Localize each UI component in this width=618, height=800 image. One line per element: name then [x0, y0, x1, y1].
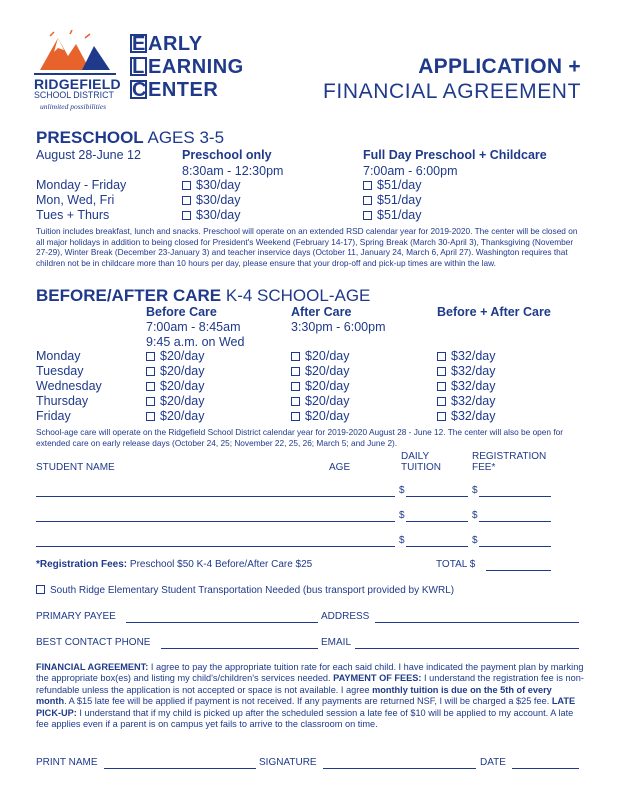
- primary-payee-label: PRIMARY PAYEE: [36, 611, 116, 622]
- registration-fees-info: *Registration Fees: Preschool $50 K-4 Before/After Care $25: [36, 559, 313, 570]
- after-care-header: After Care: [291, 305, 352, 319]
- care-row-label: Friday: [36, 409, 71, 423]
- before-after-care-header: Before + After Care: [437, 305, 551, 319]
- dollar-sign: $: [399, 485, 405, 496]
- checkbox[interactable]: [437, 412, 446, 421]
- dollar-sign: $: [472, 510, 478, 521]
- preschool-option[interactable]: $51/day: [363, 178, 421, 192]
- checkbox[interactable]: [437, 352, 446, 361]
- checkbox[interactable]: [182, 196, 191, 205]
- checkbox[interactable]: [291, 397, 300, 406]
- student-name-header: STUDENT NAME: [36, 462, 115, 473]
- care-option[interactable]: $20/day: [146, 394, 204, 408]
- dollar-sign: $: [399, 510, 405, 521]
- before-after-heading: BEFORE/AFTER CARE K-4 SCHOOL-AGE: [36, 286, 371, 305]
- sunrise-mountain-icon: [30, 30, 120, 75]
- transport-option[interactable]: South Ridge Elementary Student Transportation Needed (bus transport provided by KWRL): [36, 585, 454, 596]
- care-option[interactable]: $20/day: [291, 409, 349, 423]
- signature-field[interactable]: [323, 768, 476, 769]
- age-header: AGE: [329, 462, 351, 473]
- best-phone-field[interactable]: [161, 648, 318, 649]
- preschool-option[interactable]: $30/day: [182, 208, 240, 222]
- student-name-field[interactable]: [36, 521, 395, 522]
- daily-tuition-field[interactable]: [406, 546, 468, 547]
- address-field[interactable]: [375, 622, 579, 623]
- care-row-label: Monday: [36, 349, 81, 363]
- care-row-label: Tuesday: [36, 364, 84, 378]
- care-option[interactable]: $20/day: [146, 379, 204, 393]
- print-name-label: PRINT NAME: [36, 757, 98, 768]
- care-option[interactable]: $20/day: [291, 364, 349, 378]
- checkbox[interactable]: [291, 382, 300, 391]
- preschool-option[interactable]: $30/day: [182, 193, 240, 207]
- dollar-sign: $: [472, 535, 478, 546]
- registration-header-2: FEE*: [472, 462, 496, 473]
- checkbox[interactable]: [36, 585, 45, 594]
- preschool-col1-header: Preschool only: [182, 148, 272, 162]
- checkbox[interactable]: [437, 367, 446, 376]
- email-label: EMAIL: [321, 637, 352, 648]
- checkbox[interactable]: [437, 397, 446, 406]
- primary-payee-field[interactable]: [126, 622, 318, 623]
- elc-line-learning: L EARNING: [130, 56, 244, 78]
- care-option[interactable]: $20/day: [291, 349, 349, 363]
- checkbox[interactable]: [182, 181, 191, 190]
- elc-line-early: E ARLY: [132, 33, 203, 55]
- checkbox[interactable]: [146, 367, 155, 376]
- checkbox[interactable]: [291, 412, 300, 421]
- total-field[interactable]: [486, 570, 551, 571]
- preschool-row-label: Tues + Thurs: [36, 208, 110, 222]
- dollar-sign: $: [399, 535, 405, 546]
- care-row-label: Wednesday: [36, 379, 102, 393]
- after-care-time: 3:30pm - 6:00pm: [291, 320, 386, 334]
- registration-fee-field[interactable]: [479, 496, 551, 497]
- care-option[interactable]: $32/day: [437, 364, 495, 378]
- care-option[interactable]: $32/day: [437, 349, 495, 363]
- dollar-sign: $: [472, 485, 478, 496]
- before-after-note: School-age care will operate on the Ridgefield School District calendar year for 2019-2020 August 28 - June 12. The center will also be open for extended care on early release days (October 24, 25; November 22, 25, 26; March 5; and June 2).: [36, 427, 564, 448]
- preschool-row-label: Mon, Wed, Fri: [36, 193, 115, 207]
- checkbox[interactable]: [291, 352, 300, 361]
- care-option[interactable]: $20/day: [146, 409, 204, 423]
- preschool-option[interactable]: $30/day: [182, 178, 240, 192]
- care-option[interactable]: $20/day: [146, 364, 204, 378]
- daily-tuition-field[interactable]: [406, 496, 468, 497]
- address-label: ADDRESS: [321, 611, 370, 622]
- page-title-line2: FINANCIAL AGREEMENT: [323, 80, 581, 103]
- preschool-dates: August 28-June 12: [36, 148, 141, 162]
- district-logo: [30, 30, 120, 110]
- daily-tuition-header-1: DAILY: [401, 451, 430, 462]
- daily-tuition-field[interactable]: [406, 521, 468, 522]
- district-subtitle: SCHOOL DISTRICT: [34, 90, 114, 100]
- district-name: RIDGEFIELD: [34, 76, 121, 92]
- email-field[interactable]: [355, 648, 579, 649]
- date-field[interactable]: [512, 768, 579, 769]
- preschool-col1-time: 8:30am - 12:30pm: [182, 164, 284, 178]
- checkbox[interactable]: [182, 211, 191, 220]
- page-title-line1: APPLICATION +: [418, 55, 581, 78]
- care-option[interactable]: $20/day: [291, 379, 349, 393]
- registration-fee-field[interactable]: [479, 521, 551, 522]
- signature-label: SIGNATURE: [259, 757, 317, 768]
- best-phone-label: BEST CONTACT PHONE: [36, 637, 151, 648]
- checkbox[interactable]: [146, 412, 155, 421]
- checkbox[interactable]: [363, 211, 372, 220]
- daily-tuition-header-2: TUITION: [401, 462, 441, 473]
- preschool-option[interactable]: $51/day: [363, 193, 421, 207]
- checkbox[interactable]: [363, 181, 372, 190]
- total-label: TOTAL $: [436, 559, 476, 570]
- before-care-header: Before Care: [146, 305, 217, 319]
- care-option[interactable]: $20/day: [146, 349, 204, 363]
- checkbox[interactable]: [146, 382, 155, 391]
- preschool-option[interactable]: $51/day: [363, 208, 421, 222]
- preschool-col2-header: Full Day Preschool + Childcare: [363, 148, 547, 162]
- checkbox[interactable]: [363, 196, 372, 205]
- care-option[interactable]: $32/day: [437, 394, 495, 408]
- checkbox[interactable]: [146, 352, 155, 361]
- preschool-note: Tuition includes breakfast, lunch and snacks. Preschool will operate on an extended RSD calendar year for 2019-2020. The center will be closed on all major holidays in addition to being closed for President's Weekend (February 14-17), Spring Break (March 30-April 3), Thanksgiving (November 27-29), Winter Break (December 23-January 3) and teacher inservice days (October 11, January 24, March 6, April 27). Washington requires that children not be in childcare more than 10 hours per day, please ensure that your drop-off and pick-up times are within the law.: [36, 226, 578, 268]
- checkbox[interactable]: [146, 397, 155, 406]
- care-option[interactable]: $32/day: [437, 409, 495, 423]
- district-tagline: unlimited possibilities: [40, 102, 107, 111]
- care-row-label: Thursday: [36, 394, 89, 408]
- date-label: DATE: [480, 757, 506, 768]
- checkbox[interactable]: [437, 382, 446, 391]
- preschool-row-label: Monday - Friday: [36, 178, 127, 192]
- preschool-col2-time: 7:00am - 6:00pm: [363, 164, 458, 178]
- financial-agreement-text: FINANCIAL AGREEMENT: I agree to pay the appropriate tuition rate for each said child. I have indicated the payment plan by marking the appropriate box(es) and listing my child's/children's services needed. PAYMENT OF FEES: I understand the registration fee is non-refundable unless the application is not accepted or space is not available. I agree monthly tuition is due on the 5th of every month. A $15 late fee will be applied if payment is not received. If any payments are returned NSF, I will be charged a $25 fee. LATE PICK-UP: I understand that if my child is picked up after the scheduled session a late fee of $10 will be applied to my account. A late fee applies even if a parent is on campus yet fails to arrive to the classroom on time.: [36, 662, 584, 730]
- checkbox[interactable]: [291, 367, 300, 376]
- care-option[interactable]: $32/day: [437, 379, 495, 393]
- elc-line-center: CENTER: [132, 79, 219, 101]
- registration-fee-field[interactable]: [479, 546, 551, 547]
- registration-header-1: REGISTRATION: [472, 451, 547, 462]
- before-care-time-wed: 9:45 a.m. on Wed: [146, 335, 245, 349]
- student-name-field[interactable]: [36, 546, 395, 547]
- student-name-field[interactable]: [36, 496, 395, 497]
- care-option[interactable]: $20/day: [291, 394, 349, 408]
- before-care-time: 7:00am - 8:45am: [146, 320, 241, 334]
- elc-logo: [130, 33, 244, 101]
- print-name-field[interactable]: [104, 768, 256, 769]
- preschool-heading: PRESCHOOL AGES 3-5: [36, 128, 225, 147]
